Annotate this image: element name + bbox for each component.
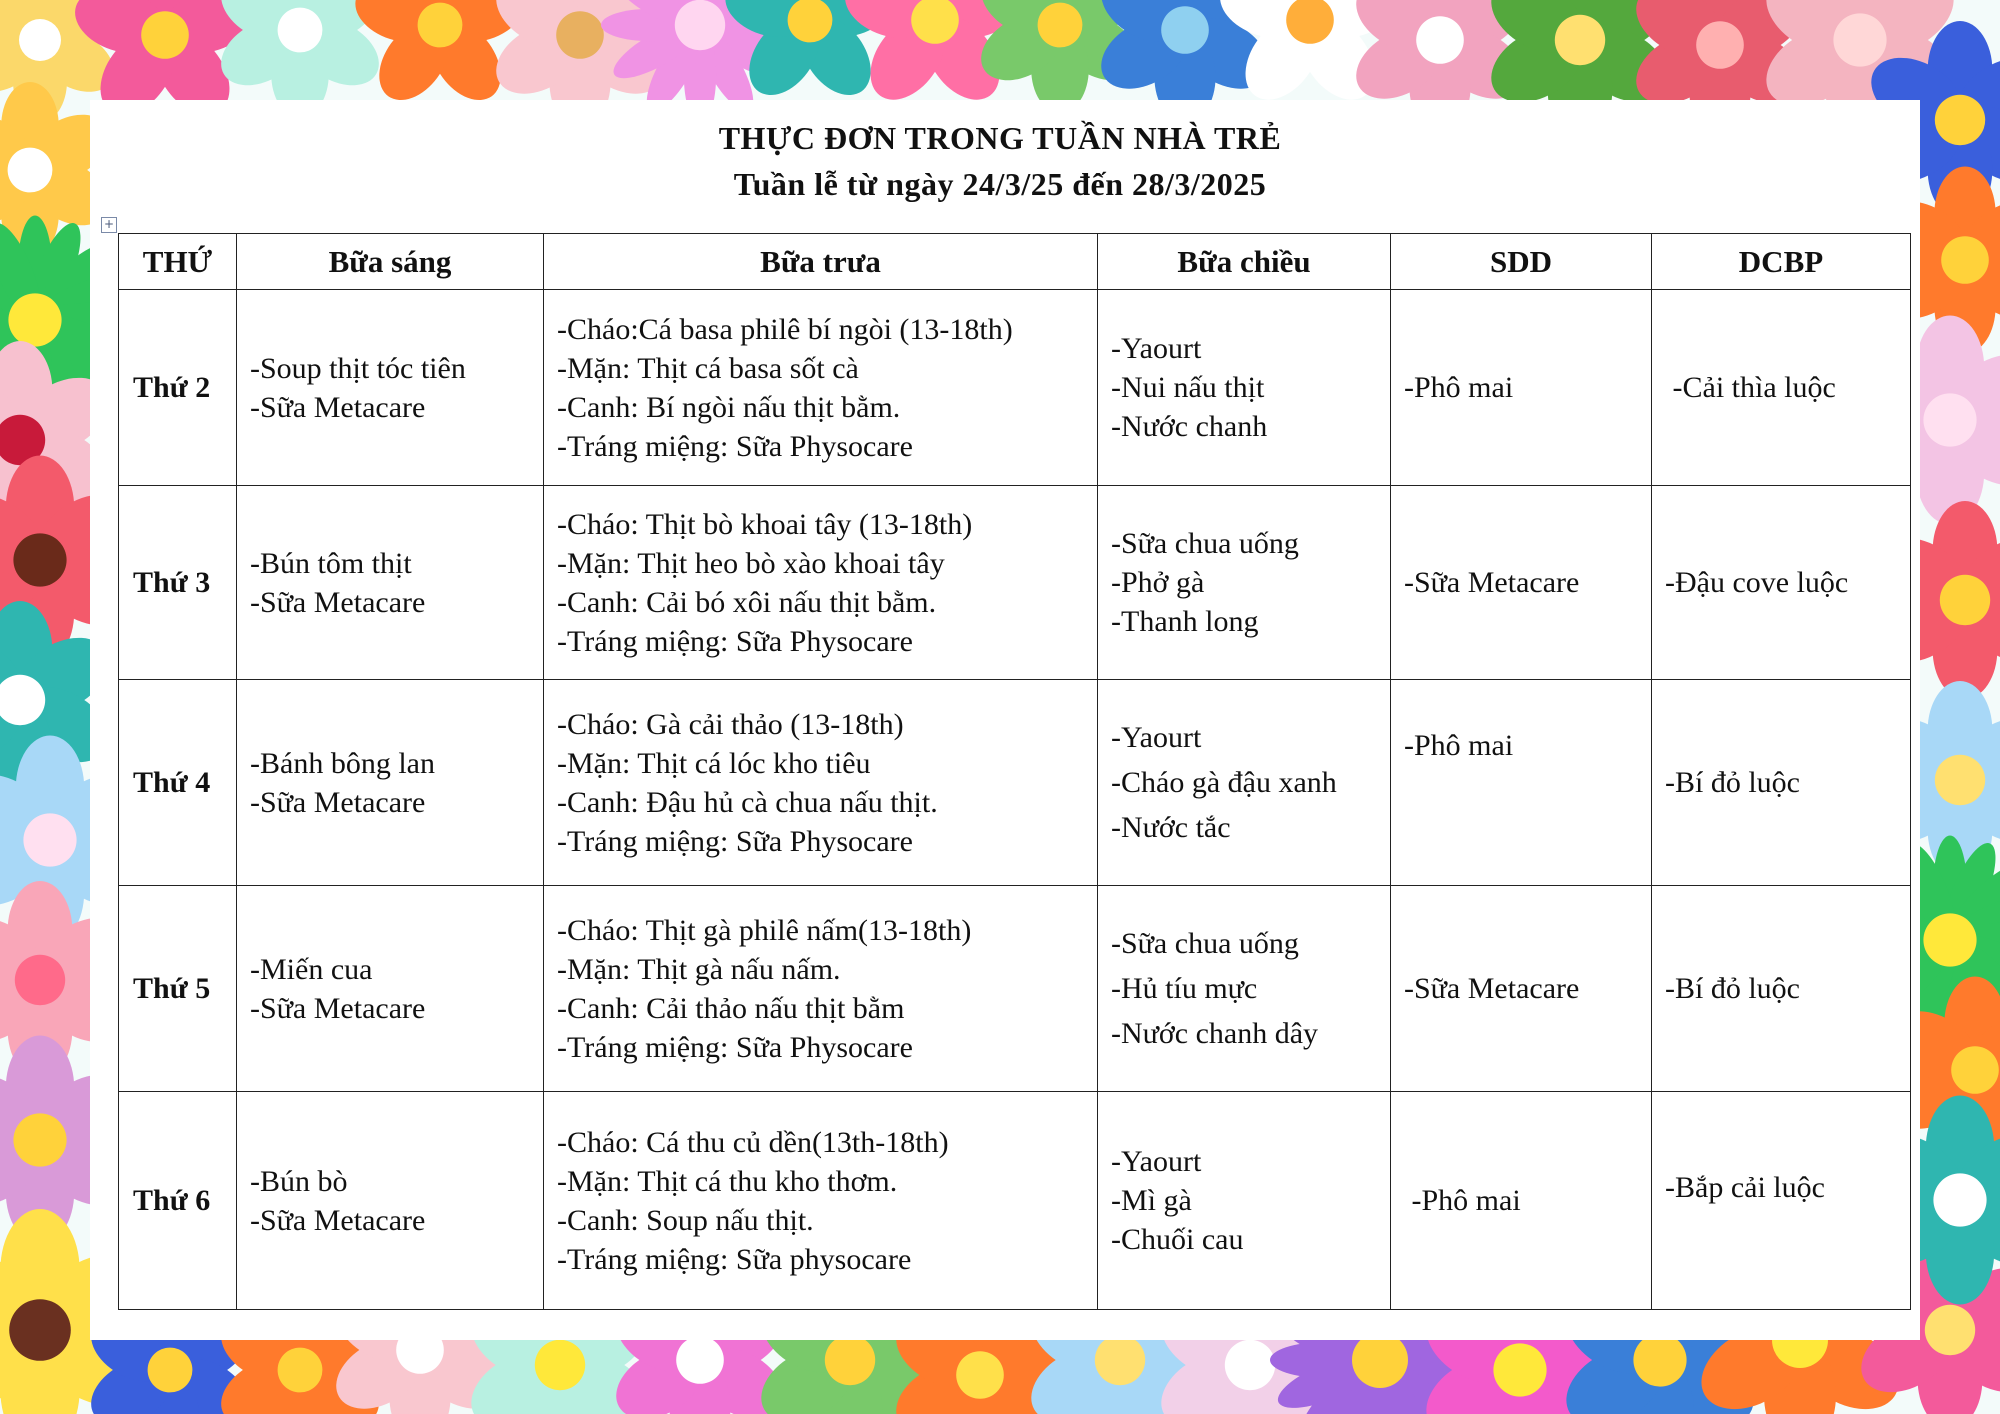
menu-item: -Miến cua <box>250 952 373 986</box>
menu-item: -Thanh long <box>1111 605 1259 638</box>
column-header-dcbp: DCBP <box>1652 234 1911 290</box>
afternoon-cell <box>1098 680 1391 886</box>
menu-item: -Sữa Metacare <box>250 1203 426 1237</box>
menu-item: -Canh: Soup nấu thịt. <box>557 1203 814 1237</box>
column-header-sdd: SDD <box>1391 234 1652 290</box>
table-header-row <box>119 234 1911 290</box>
menu-item: -Sữa Metacare <box>250 390 426 424</box>
menu-item: -Canh: Cải bó xôi nấu thịt bằm. <box>557 585 937 619</box>
menu-item: -Phở gà <box>1111 566 1205 599</box>
afternoon-cell <box>1098 1092 1391 1310</box>
table-row <box>119 290 1911 486</box>
menu-item: -Cháo: Thịt bò khoai tây (13-18th) <box>557 507 973 541</box>
menu-item: -Sữa Metacare <box>1404 566 1580 599</box>
lunch-cell <box>544 680 1098 886</box>
day-cell: Thứ 3 <box>119 486 237 680</box>
menu-item: -Bí đỏ luộc <box>1665 766 1800 799</box>
menu-item: -Cháo: Gà cải thảo (13-18th) <box>557 707 904 741</box>
menu-item: -Cháo:Cá basa philê bí ngòi (13-18th) <box>557 312 1013 346</box>
menu-item: -Tráng miệng: Sữa Physocare <box>557 429 913 463</box>
weekly-menu-table <box>118 233 1911 1310</box>
menu-item: -Mặn: Thịt cá basa sốt cà <box>557 351 859 385</box>
table-row <box>119 486 1911 680</box>
menu-item: -Cháo: Cá thu củ dền(13th-18th) <box>557 1125 949 1159</box>
dcbp-cell <box>1652 680 1911 886</box>
menu-item: -Mặn: Thịt cá lóc kho tiêu <box>557 746 871 780</box>
move-handle-icon[interactable]: + <box>101 217 117 233</box>
day-cell: Thứ 2 <box>119 290 237 486</box>
menu-item: -Cháo gà đậu xanh <box>1111 766 1337 799</box>
menu-item: -Yaourt <box>1111 332 1202 365</box>
column-header-afternoon: Bữa chiều <box>1098 234 1391 290</box>
table-row <box>119 680 1911 886</box>
menu-item: -Phô mai <box>1404 1184 1521 1217</box>
menu-item: -Canh: Cải thảo nấu thịt bằm <box>557 991 905 1025</box>
menu-item: -Sữa Metacare <box>250 585 426 619</box>
dcbp-cell <box>1652 290 1911 486</box>
menu-item: -Nui nấu thịt <box>1111 371 1265 404</box>
menu-item: -Soup thịt tóc tiên <box>250 351 466 385</box>
afternoon-cell <box>1098 290 1391 486</box>
menu-item: -Mặn: Thịt cá thu kho thơm. <box>557 1164 898 1198</box>
lunch-cell <box>544 486 1098 680</box>
menu-item: -Yaourt <box>1111 721 1202 754</box>
afternoon-cell <box>1098 486 1391 680</box>
page-subtitle: Tuần lễ từ ngày 24/3/25 đến 28/3/2025 <box>733 166 1267 202</box>
menu-item: -Nước tắc <box>1111 811 1231 844</box>
menu-item: -Sữa chua uống <box>1111 927 1299 960</box>
table-row <box>119 1092 1911 1310</box>
lunch-cell <box>544 886 1098 1092</box>
menu-item: -Tráng miệng: Sữa Physocare <box>557 624 913 658</box>
menu-item: -Mì gà <box>1111 1184 1192 1217</box>
menu-item: -Bánh bông lan <box>250 746 435 780</box>
column-header-breakfast: Bữa sáng <box>237 234 544 290</box>
menu-item: -Tráng miệng: Sữa physocare <box>557 1242 912 1276</box>
menu-item: -Yaourt <box>1111 1145 1202 1178</box>
menu-item: -Sữa Metacare <box>250 785 426 819</box>
breakfast-cell <box>237 886 544 1092</box>
column-header-lunch: Bữa trưa <box>544 234 1098 290</box>
menu-item: -Hủ tíu mực <box>1111 972 1258 1005</box>
sdd-cell <box>1391 486 1652 680</box>
day-cell: Thứ 5 <box>119 886 237 1092</box>
sdd-cell <box>1391 290 1652 486</box>
page-title: THỰC ĐƠN TRONG TUẦN NHÀ TRẺ <box>718 120 1282 156</box>
afternoon-cell <box>1098 886 1391 1092</box>
lunch-cell <box>544 290 1098 486</box>
menu-item: -Đậu cove luộc <box>1665 566 1849 599</box>
menu-item: -Phô mai <box>1404 371 1514 404</box>
menu-item: -Bắp cải luộc <box>1665 1171 1825 1204</box>
dcbp-cell <box>1652 886 1911 1092</box>
breakfast-cell <box>237 680 544 886</box>
menu-item: -Bí đỏ luộc <box>1665 972 1800 1005</box>
menu-item: -Phô mai <box>1404 729 1514 762</box>
breakfast-cell <box>237 1092 544 1310</box>
menu-item: -Bún tôm thịt <box>250 546 412 580</box>
menu-item: -Cháo: Thịt gà philê nấm(13-18th) <box>557 913 972 947</box>
menu-item: -Cải thìa luộc <box>1665 371 1836 404</box>
lunch-cell <box>544 1092 1098 1310</box>
breakfast-cell <box>237 486 544 680</box>
menu-item: -Mặn: Thịt heo bò xào khoai tây <box>557 546 945 580</box>
breakfast-cell <box>237 290 544 486</box>
table-row <box>119 886 1911 1092</box>
menu-item: -Sữa Metacare <box>250 991 426 1025</box>
menu-item: -Canh: Bí ngòi nấu thịt bằm. <box>557 390 901 424</box>
menu-item: -Mặn: Thịt gà nấu nấm. <box>557 952 841 986</box>
dcbp-cell <box>1652 486 1911 680</box>
menu-item: -Bún bò <box>250 1164 348 1198</box>
day-cell: Thứ 4 <box>119 680 237 886</box>
menu-item: -Sữa chua uống <box>1111 527 1299 560</box>
menu-item: -Nước chanh <box>1111 410 1268 443</box>
menu-item: -Canh: Đậu hủ cà chua nấu thịt. <box>557 785 938 819</box>
menu-item: -Tráng miệng: Sữa Physocare <box>557 1030 913 1064</box>
dcbp-cell <box>1652 1092 1911 1310</box>
day-cell: Thứ 6 <box>119 1092 237 1310</box>
column-header-day: THỨ <box>119 234 237 290</box>
menu-item: -Tráng miệng: Sữa Physocare <box>557 824 913 858</box>
sdd-cell <box>1391 680 1652 886</box>
menu-item: -Sữa Metacare <box>1404 972 1580 1005</box>
sdd-cell <box>1391 1092 1652 1310</box>
menu-item: -Nước chanh dây <box>1111 1017 1319 1050</box>
sdd-cell <box>1391 886 1652 1092</box>
menu-item: -Chuối cau <box>1111 1223 1244 1256</box>
